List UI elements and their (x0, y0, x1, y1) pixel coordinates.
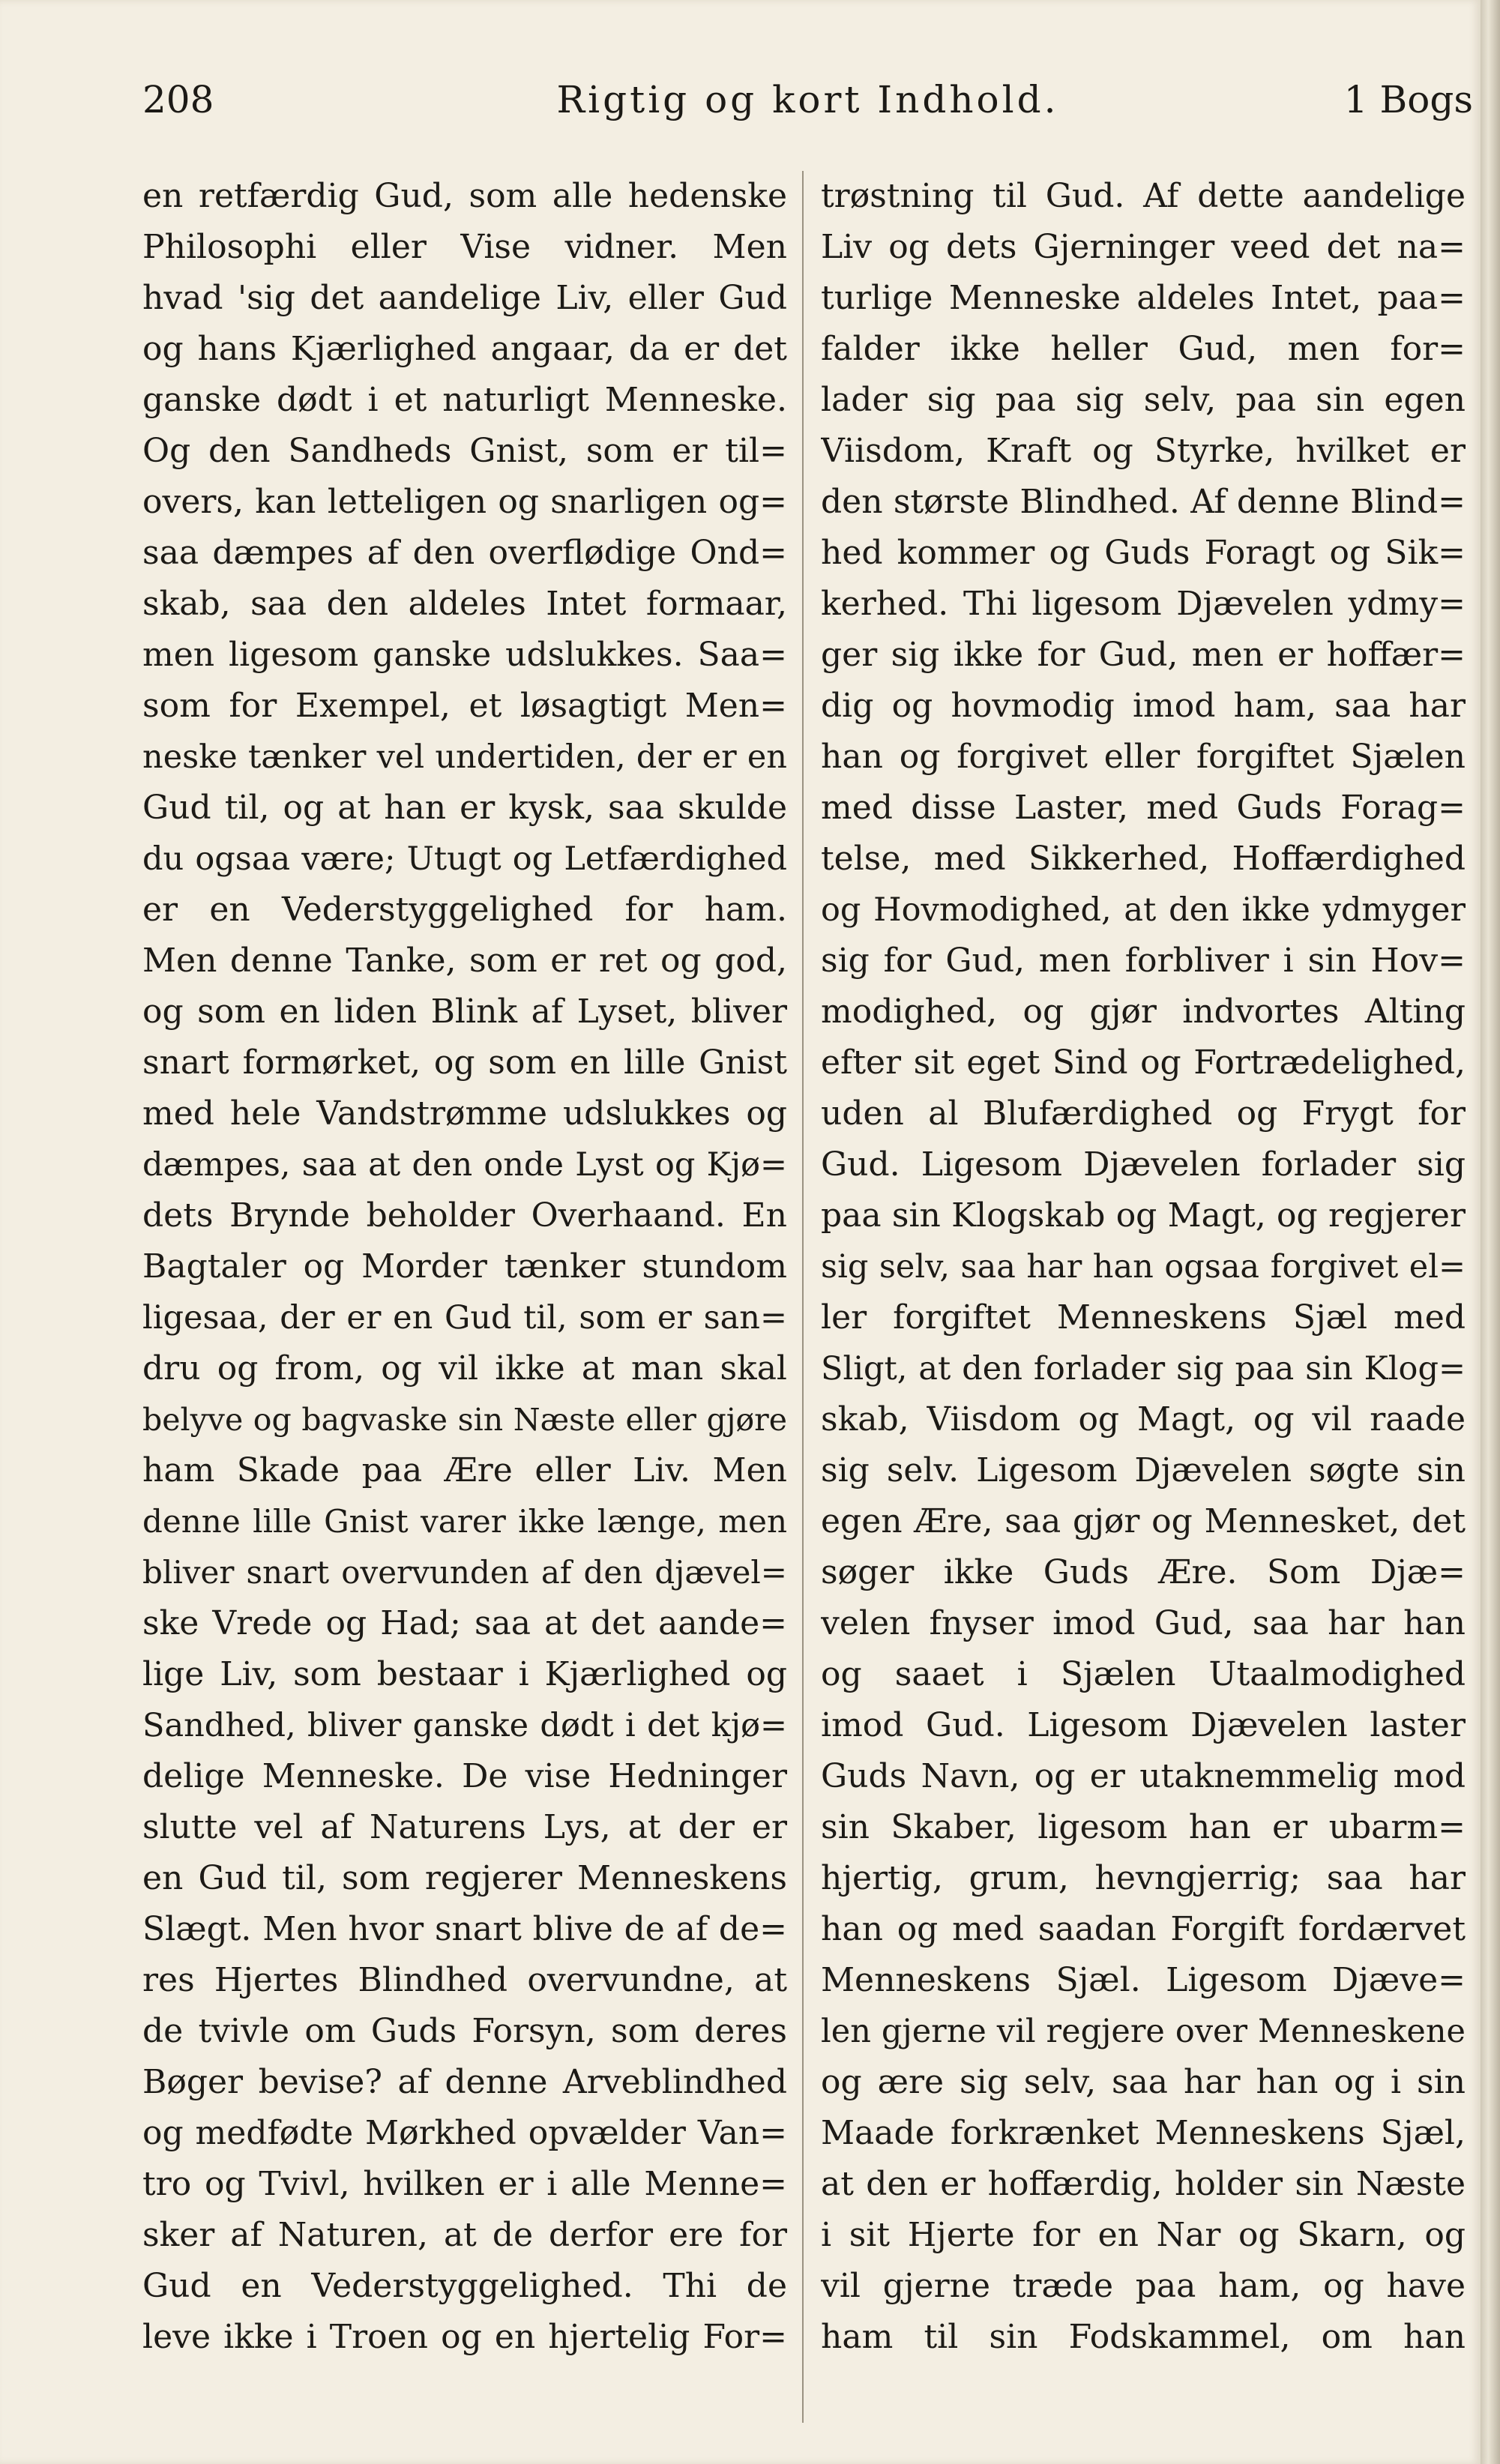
text-line: dets Brynde beholder Overhaand. En (142, 1196, 787, 1235)
text-line: Sandhed, bliver ganske dødt i det kjø= (142, 1707, 787, 1744)
text-line: efter sit eget Sind og Fortrædelighed, (821, 1043, 1466, 1082)
text-line: Men denne Tanke, som er ret og god, (142, 942, 787, 980)
text-line: bliver snart overvunden af den djævel= (142, 1554, 787, 1591)
text-line: Gud til, og at han er kysk, saa skulde (142, 789, 787, 827)
text-line: Bagtaler og Morder tænker stundom (142, 1247, 787, 1286)
text-line: men ligesom ganske udslukkes. Saa= (142, 636, 787, 674)
text-line: Sligt, at den forlader sig paa sin Klog= (821, 1350, 1466, 1388)
text-line: sin Skaber, ligesom han er ubarm= (821, 1808, 1466, 1846)
text-line: med hele Vandstrømme udslukkes og (142, 1094, 787, 1133)
text-line: paa sin Klogskab og Magt, og regjerer (821, 1196, 1466, 1235)
text-line: hvad 'sig det aandelige Liv, eller Gud (142, 279, 787, 317)
text-line: ham Skade paa Ære eller Liv. Men (142, 1451, 787, 1489)
text-line: hjertig, grum, hevngjerrig; saa har (821, 1859, 1466, 1897)
text-line: res Hjertes Blindhed overvundne, at (142, 1961, 787, 1999)
text-line: velen fnyser imod Gud, saa har han (821, 1604, 1466, 1642)
text-line: snart formørket, og som en lille Gnist (142, 1043, 787, 1082)
text-line: og som en liden Blink af Lyset, bliver (142, 992, 787, 1031)
text-line: falder ikke heller Gud, men for= (821, 330, 1466, 368)
text-line: dæmpes, saa at den onde Lyst og Kjø= (142, 1146, 787, 1184)
text-line: at den er hoffærdig, holder sin Næste (821, 2165, 1466, 2203)
text-line: sig for Gud, men forbliver i sin Hov= (821, 942, 1466, 980)
text-line: overs, kan letteligen og snarligen og= (142, 483, 787, 521)
text-line: kerhed. Thi ligesom Djævelen ydmy= (821, 585, 1466, 623)
running-header (142, 66, 1473, 133)
text-line: Viisdom, Kraft og Styrke, hvilket er (821, 432, 1466, 470)
page-edge (1481, 0, 1500, 2464)
text-line: Gud. Ligesom Djævelen forlader sig (821, 1145, 1466, 1184)
left-column (142, 171, 787, 2363)
text-line: med disse Laster, med Guds Forag= (821, 789, 1466, 827)
text-line: skab, saa den aldeles Intet formaar, (142, 585, 787, 623)
text-line: lige Liv, som bestaar i Kjærlighed og (142, 1655, 787, 1693)
text-line: Slægt. Men hvor snart blive de af de= (142, 1910, 787, 1948)
text-line: belyve og bagvaske sin Næste eller gjøre (142, 1402, 787, 1438)
text-line: ham til sin Fodskammel, om han (821, 2318, 1466, 2356)
text-line: tro og Tvivl, hvilken er i alle Menne= (142, 2165, 787, 2203)
text-line: og medfødte Mørkhed opvælder Van= (142, 2114, 787, 2152)
text-line: skab, Viisdom og Magt, og vil raade (821, 1400, 1466, 1439)
text-line: Gud en Vederstyggelighed. Thi de (142, 2267, 787, 2305)
text-line: ger sig ikke for Gud, men er hoffær= (821, 636, 1466, 674)
text-line: du ogsaa være; Utugt og Letfærdighed (142, 840, 787, 878)
text-line: Bøger bevise? af denne Arveblindhed (142, 2063, 787, 2101)
text-line: lader sig paa sig selv, paa sin egen (821, 381, 1466, 419)
text-line: Guds Navn, og er utaknemmelig mod (821, 1757, 1466, 1795)
text-line: egen Ære, saa gjør og Mennesket, det (821, 1502, 1466, 1540)
text-line: Og den Sandheds Gnist, som er til= (142, 432, 787, 470)
text-line: delige Menneske. De vise Hedninger (142, 1757, 787, 1795)
text-line: Menneskens Sjæl. Ligesom Djæve= (821, 1961, 1466, 1999)
right-column (821, 171, 1466, 2363)
text-line: len gjerne vil regjere over Menneskene (821, 2013, 1466, 2050)
text-line: som for Exempel, et løsagtigt Men= (142, 687, 787, 725)
text-line: denne lille Gnist varer ikke længe, men (142, 1503, 787, 1540)
text-line: dig og hovmodig imod ham, saa har (821, 687, 1466, 725)
text-line: telse, med Sikkerhed, Hoffærdighed (821, 840, 1466, 878)
text-line: vil gjerne træde paa ham, og have (821, 2267, 1466, 2305)
text-line: ganske dødt i et naturligt Menneske. (142, 381, 787, 419)
text-line: slutte vel af Naturens Lys, at der er (142, 1808, 787, 1846)
text-line: turlige Menneske aldeles Intet, paa= (821, 279, 1466, 317)
text-line: sker af Naturen, at de derfor ere for (142, 2216, 787, 2254)
column-divider (802, 171, 804, 2423)
text-line: ler forgiftet Menneskens Sjæl med (821, 1298, 1466, 1337)
text-line: Liv og dets Gjerninger veed det na= (821, 228, 1466, 266)
running-title: Rigtig og kort Indhold. (556, 78, 1059, 121)
text-line: saa dæmpes af den overflødige Ond= (142, 534, 787, 572)
text-line: trøstning til Gud. Af dette aandelige (821, 177, 1466, 215)
text-line: leve ikke i Troen og en hjertelig For= (142, 2318, 787, 2356)
text-line: uden al Blufærdighed og Frygt for (821, 1094, 1466, 1133)
page-number: 208 (142, 78, 214, 121)
text-line: imod Gud. Ligesom Djævelen laster (821, 1706, 1466, 1744)
text-line: og Hovmodighed, at den ikke ydmyger (821, 891, 1466, 929)
text-line: Philosophi eller Vise vidner. Men (142, 228, 787, 266)
text-line: dru og from, og vil ikke at man skal (142, 1349, 787, 1388)
text-line: neske tænker vel undertiden, der er en (142, 738, 787, 776)
text-line: de tvivle om Guds Forsyn, som deres (142, 2012, 787, 2050)
text-line: Maade forkrænket Menneskens Sjæl, (821, 2114, 1466, 2152)
text-line: og hans Kjærlighed angaar, da er det (142, 330, 787, 368)
text-line: modighed, og gjør indvortes Alting (821, 992, 1466, 1031)
section-label: 1 Bogs (1343, 78, 1473, 121)
text-line: ligesaa, der er en Gud til, som er san= (142, 1299, 787, 1337)
text-line: den største Blindhed. Af denne Blind= (821, 483, 1466, 521)
text-line: en Gud til, som regjerer Menneskens (142, 1859, 787, 1897)
text-line: søger ikke Guds Ære. Som Djæ= (821, 1553, 1466, 1591)
text-line: i sit Hjerte for en Nar og Skarn, og (821, 2216, 1466, 2254)
text-line: han og med saadan Forgift fordærvet (821, 1910, 1466, 1948)
text-line: og saaet i Sjælen Utaalmodighed (821, 1655, 1466, 1693)
text-line: en retfærdig Gud, som alle hedenske (142, 177, 787, 215)
text-line: sig selv, saa har han ogsaa forgivet el= (821, 1248, 1466, 1286)
text-line: hed kommer og Guds Foragt og Sik= (821, 534, 1466, 572)
text-line: og ære sig selv, saa har han og i sin (821, 2063, 1466, 2101)
text-line: er en Vederstyggelighed for ham. (142, 891, 787, 929)
text-line: ske Vrede og Had; saa at det aande= (142, 1604, 787, 1642)
text-line: han og forgivet eller forgiftet Sjælen (821, 738, 1466, 776)
text-line: sig selv. Ligesom Djævelen søgte sin (821, 1451, 1466, 1489)
